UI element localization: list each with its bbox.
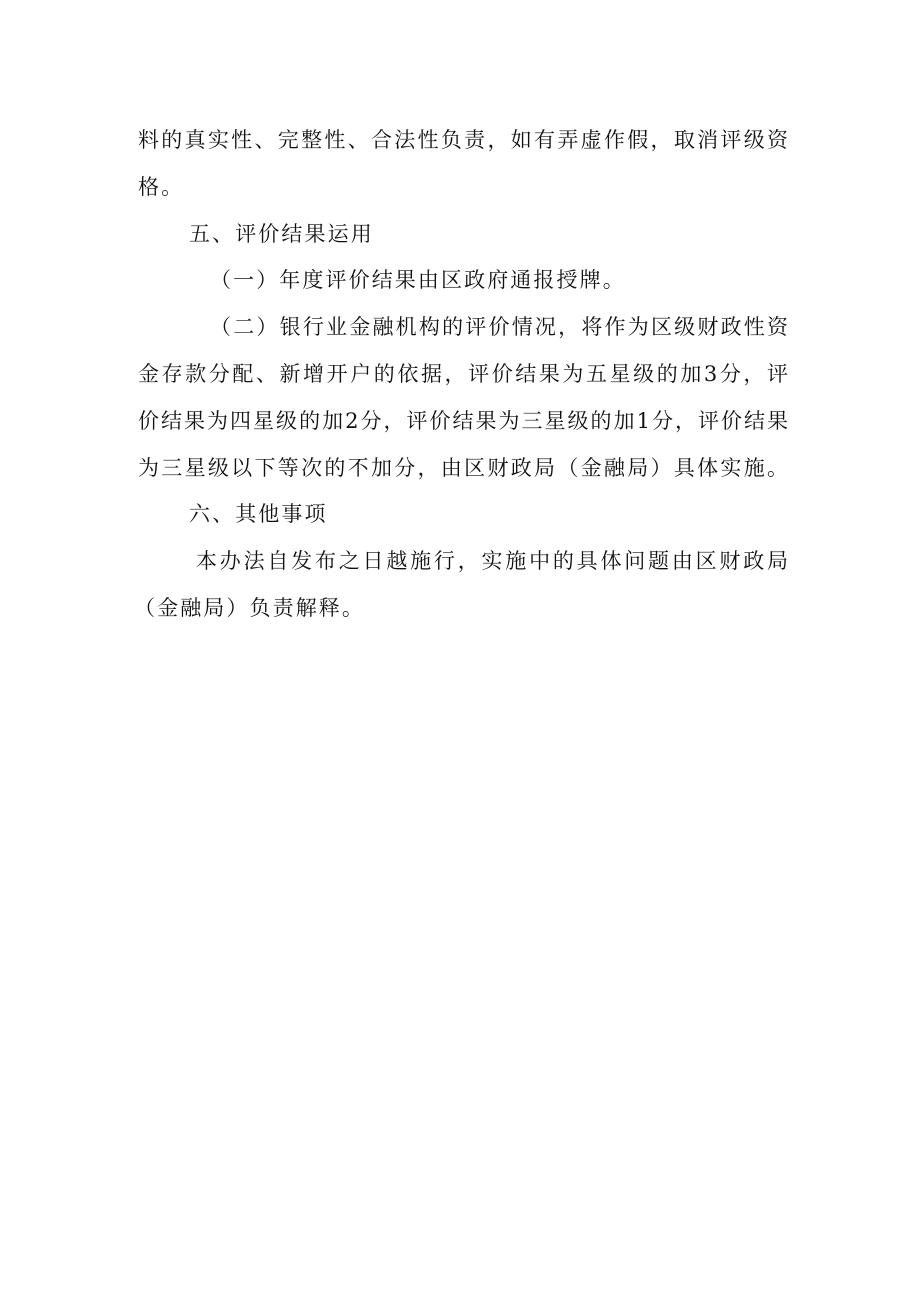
section-5-item-2-line-1: （二）银行业金融机构的评价情况，将作为区级财政性资: [210, 315, 788, 340]
paragraph-continuation-line-2: 格。: [138, 174, 185, 199]
section-5-item-1: （一）年度评价结果由区政府通报授牌。: [210, 268, 626, 293]
section-6-body-line-1: 本办法自发布之日越施行，实施中的具体问题由区财政局: [196, 549, 788, 574]
paragraph-continuation-line-1: 料的真实性、完整性、合法性负责，如有弄虚作假，取消评级资: [138, 128, 788, 152]
section-5-heading: 五、评价结果运用: [189, 221, 374, 246]
section-6-heading: 六、其他事项: [189, 502, 328, 527]
document-page: [134, 117, 788, 632]
section-5-item-2-line-4: 为三星级以下等次的不加分，由区财政局（金融局）具体实施。: [138, 455, 788, 480]
section-5-item-2-line-2: 金存款分配、新增开户的依据，评价结果为五星级的加3分，评: [138, 361, 788, 386]
section-5-item-2-line-3: 价结果为四星级的加2分，评价结果为三星级的加1分，评价结果: [138, 408, 788, 433]
section-6-body-line-2: （金融局）负责解释。: [134, 595, 365, 620]
